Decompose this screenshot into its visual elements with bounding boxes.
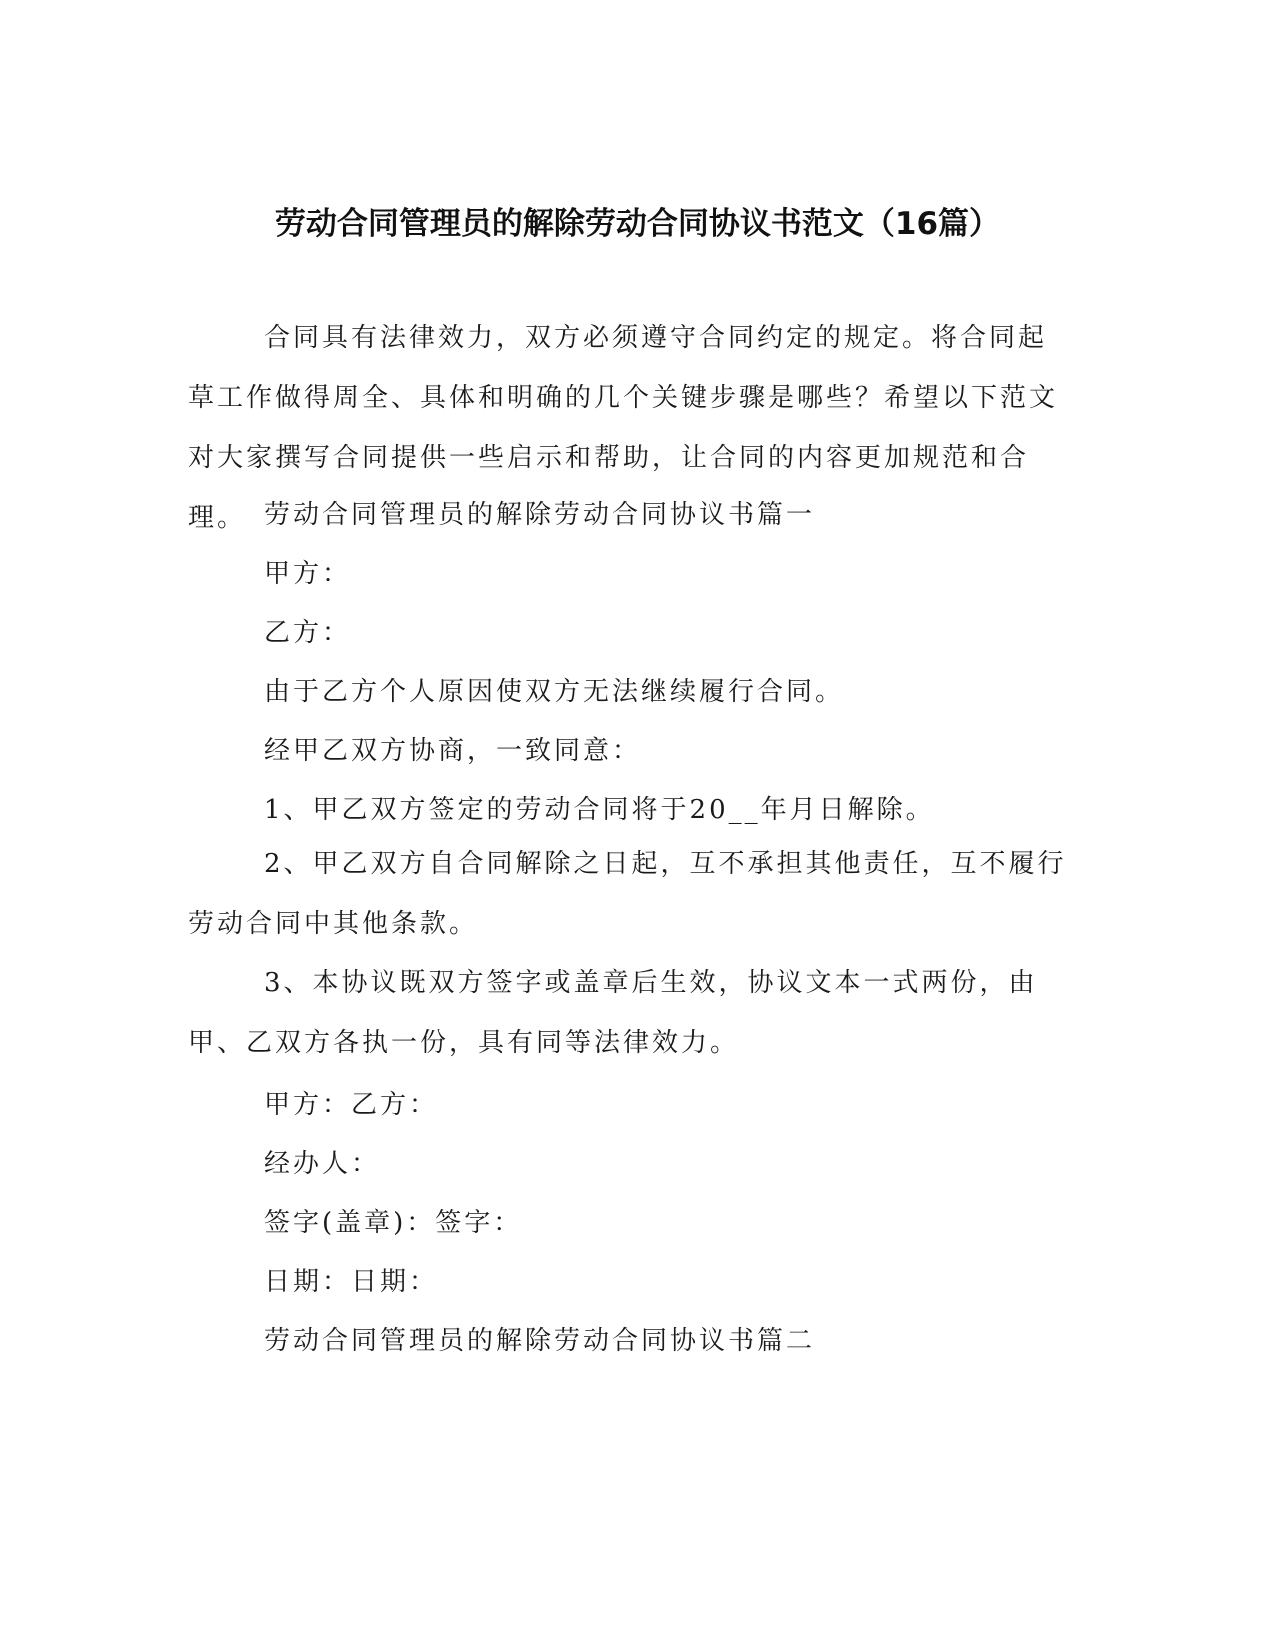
clause-2: 2、甲乙双方自合同解除之日起，互不承担其他责任，互不履行劳动合同中其他条款。 — [188, 849, 1067, 939]
handler-line: 经办人： — [264, 1149, 381, 1179]
signature-parties-line: 甲方：乙方： — [264, 1090, 439, 1120]
section-heading-2: 劳动合同管理员的解除劳动合同协议书篇二 — [264, 1326, 816, 1356]
clause-1: 1、甲乙双方签定的劳动合同将于20__年月日解除。 — [264, 795, 935, 825]
party-b-line: 乙方： — [264, 618, 352, 648]
agreement-paragraph: 经甲乙双方协商，一致同意： — [264, 736, 642, 766]
section-heading-1: 劳动合同管理员的解除劳动合同协议书篇一 — [264, 500, 816, 530]
reason-paragraph: 由于乙方个人原因使双方无法继续履行合同。 — [264, 677, 845, 707]
clause-3: 3、本协议既双方签字或盖章后生效，协议文本一式两份，由甲、乙双方各执一份，具有同等法律效力。 — [188, 968, 1038, 1058]
party-a-line: 甲方： — [264, 559, 352, 589]
document-title: 劳动合同管理员的解除劳动合同协议书范文（16篇） — [274, 206, 1001, 242]
date-line: 日期：日期： — [264, 1267, 439, 1297]
intro-paragraph: 合同具有法律效力，双方必须遵守合同约定的规定。将合同起草工作做得周全、具体和明确的几个关键步骤是哪些？希望以下范文对大家撰写合同提供一些启示和帮助，让合同的内容更加规范和合理。 — [188, 323, 1059, 533]
signature-seal-line: 签字(盖章)：签字： — [264, 1208, 523, 1238]
